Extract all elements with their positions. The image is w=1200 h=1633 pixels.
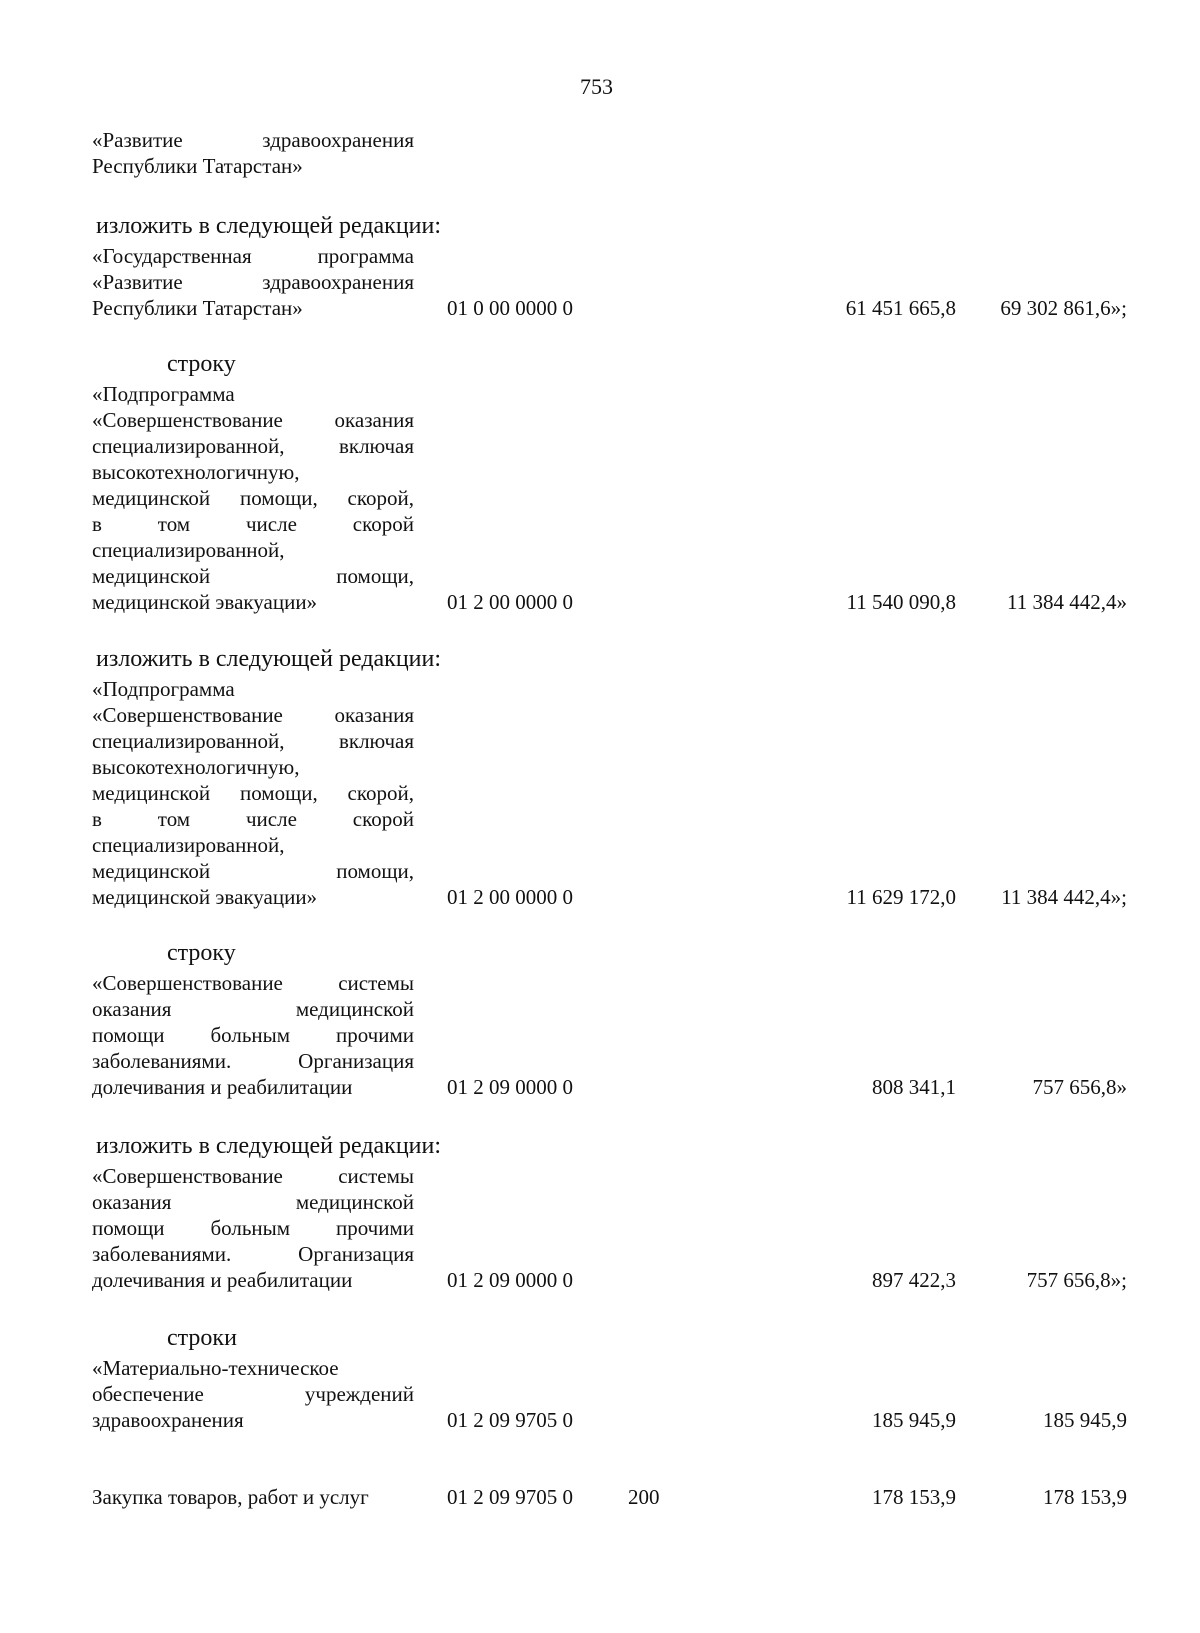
row-name xyxy=(92,676,414,910)
row-name-line: медицинской эвакуации» xyxy=(92,590,318,614)
amount-year-2: 757 656,8» xyxy=(1032,1075,1127,1099)
row-name-line: медицинской помощи, xyxy=(92,859,414,883)
row-name-line: помощи больным прочими xyxy=(92,1023,414,1047)
instruction-heading: изложить в следующей редакции: xyxy=(96,213,442,239)
row-name-line: медицинской эвакуации» xyxy=(92,885,318,909)
row-name xyxy=(92,1355,414,1433)
row-name xyxy=(92,970,414,1100)
row-name-line: Республики Татарстан» xyxy=(92,296,303,320)
row-name-line: «Материально-техническое xyxy=(92,1356,339,1380)
row-name xyxy=(92,243,414,321)
row-name-line: оказания медицинской xyxy=(92,997,414,1021)
row-name-line: Республики Татарстан» xyxy=(92,154,303,178)
row-name-line: «Совершенствование оказания xyxy=(92,408,414,432)
row-name-line: «Государственная программа xyxy=(92,244,414,268)
target-article-code: 01 2 00 0000 0 xyxy=(447,590,573,614)
row-name-line: медицинской помощи, скорой, xyxy=(92,781,414,805)
row-name-line: «Подпрограмма xyxy=(92,382,235,406)
amount-year-1: 61 451 665,8 xyxy=(845,296,956,320)
row-name-line: помощи больным прочими xyxy=(92,1216,414,1240)
row-name-line: специализированной, включая xyxy=(92,729,414,753)
row-name-line: здравоохранения xyxy=(92,1408,244,1432)
row-name-line: заболеваниями. Организация xyxy=(92,1049,414,1073)
row-name-line: обеспечение учреждений xyxy=(92,1382,414,1406)
amount-year-1: 808 341,1 xyxy=(872,1075,956,1099)
amount-year-2: 185 945,9 xyxy=(1043,1408,1127,1432)
row-name xyxy=(92,381,414,615)
row-name-line: «Совершенствование системы xyxy=(92,971,414,995)
page-number: 753 xyxy=(580,74,613,99)
row-name xyxy=(92,1484,414,1510)
amount-year-1: 11 629 172,0 xyxy=(846,885,956,909)
instruction-heading: изложить в следующей редакции: xyxy=(96,1133,442,1159)
instruction-heading: строку xyxy=(167,940,236,966)
row-name-line: специализированной, xyxy=(92,833,285,857)
row-name-line: медицинской помощи, xyxy=(92,564,414,588)
amount-year-2: 11 384 442,4»; xyxy=(1001,885,1127,909)
instruction-heading: строку xyxy=(167,351,236,377)
row-name-line: «Развитие здравоохранения xyxy=(92,128,414,152)
target-article-code: 01 2 00 0000 0 xyxy=(447,885,573,909)
row-name xyxy=(92,127,414,179)
target-article-code: 01 2 09 9705 0 xyxy=(447,1485,573,1509)
amount-year-1: 11 540 090,8 xyxy=(846,590,956,614)
target-article-code: 01 2 09 0000 0 xyxy=(447,1268,573,1292)
row-name-line: в том числе скорой xyxy=(92,512,414,536)
row-name xyxy=(92,1163,414,1293)
amount-year-2: 178 153,9 xyxy=(1043,1485,1127,1509)
target-article-code: 01 2 09 0000 0 xyxy=(447,1075,573,1099)
row-name-line: «Совершенствование оказания xyxy=(92,703,414,727)
target-article-code: 01 2 09 9705 0 xyxy=(447,1408,573,1432)
row-name-line: «Совершенствование системы xyxy=(92,1164,414,1188)
amount-year-1: 185 945,9 xyxy=(872,1408,956,1432)
row-name-line: «Подпрограмма xyxy=(92,677,235,701)
amount-year-2: 69 302 861,6»; xyxy=(1000,296,1127,320)
amount-year-1: 178 153,9 xyxy=(872,1485,956,1509)
amount-year-2: 757 656,8»; xyxy=(1026,1268,1127,1292)
row-name-line: «Развитие здравоохранения xyxy=(92,270,414,294)
row-name-line: специализированной, включая xyxy=(92,434,414,458)
row-name-line: долечивания и реабилитации xyxy=(92,1268,353,1292)
expense-type-code: 200 xyxy=(628,1485,660,1509)
instruction-heading: строки xyxy=(167,1325,237,1351)
row-name-line: высокотехнологичную, xyxy=(92,460,300,484)
amount-year-1: 897 422,3 xyxy=(872,1268,956,1292)
row-name-line: в том числе скорой xyxy=(92,807,414,831)
row-name-line: оказания медицинской xyxy=(92,1190,414,1214)
instruction-heading: изложить в следующей редакции: xyxy=(96,646,442,672)
amount-year-2: 11 384 442,4» xyxy=(1007,590,1127,614)
row-name-line: медицинской помощи, скорой, xyxy=(92,486,414,510)
target-article-code: 01 0 00 0000 0 xyxy=(447,296,573,320)
row-name-line: заболеваниями. Организация xyxy=(92,1242,414,1266)
row-name-line: специализированной, xyxy=(92,538,285,562)
row-name-line: долечивания и реабилитации xyxy=(92,1075,353,1099)
row-name-line: высокотехнологичную, xyxy=(92,755,300,779)
row-name-line: Закупка товаров, работ и услуг xyxy=(92,1485,369,1509)
